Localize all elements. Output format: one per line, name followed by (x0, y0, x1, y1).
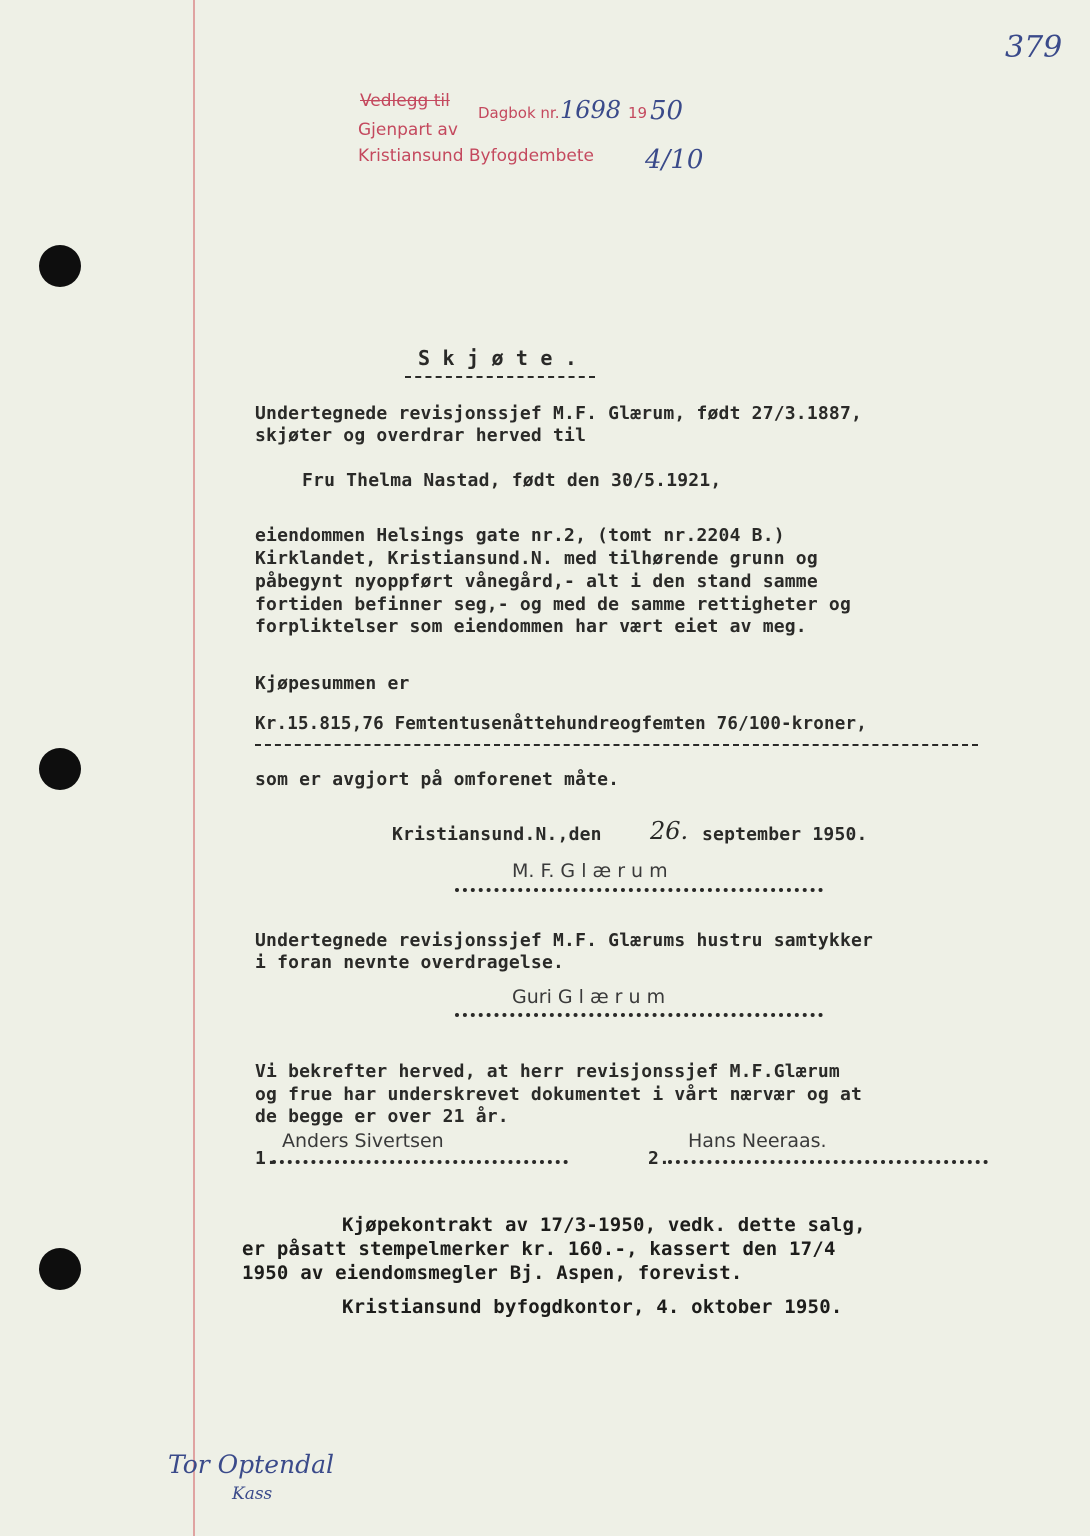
intro-line-1: Undertegnede revisjonssjef M.F. Glærum, født 27/3.1887, (255, 403, 863, 424)
place-date-day: 26. (650, 817, 689, 845)
witness-statement-line: Vi bekrefter herved, at herr revisjonssjef M.F.Glærum (255, 1061, 840, 1082)
title-underline (405, 376, 595, 378)
page-number: 379 (1005, 30, 1063, 65)
seller-signature-line (455, 888, 823, 892)
witness-1-number: 1. (255, 1148, 278, 1169)
endorsement-line: er påsatt stempelmerker kr. 160.-, kassert den 17/4 (242, 1238, 836, 1260)
bottom-handwritten-kass: Kass (232, 1484, 273, 1504)
witness-2-line (668, 1160, 988, 1164)
stamp-dagbok-number: 1698 (560, 96, 622, 124)
endorsement-line: 1950 av eiendomsmegler Bj. Aspen, forevist. (242, 1262, 743, 1284)
stamp-year-hand: 50 (650, 96, 684, 126)
wife-signature-line (455, 1013, 823, 1017)
buyer-line: Fru Thelma Nastad, født den 30/5.1921, (302, 470, 722, 491)
red-margin-line (193, 0, 195, 1536)
witness-2-signature: Hans Neeraas. (688, 1130, 827, 1152)
punch-hole-middle (39, 748, 81, 790)
endorsement-office-line: Kristiansund byfogdkontor, 4. oktober 1950. (342, 1296, 843, 1318)
punch-hole-top (39, 245, 81, 287)
property-line: Kirklandet, Kristiansund.N. med tilhørende grunn og (255, 548, 818, 569)
witness-statement-line: de begge er over 21 år. (255, 1106, 509, 1127)
bottom-handwritten-name: Tor Optendal (168, 1450, 335, 1479)
place-date-prefix: Kristiansund.N.,den (392, 824, 602, 845)
endorsement-line: Kjøpekontrakt av 17/3-1950, vedk. dette salg, (342, 1214, 866, 1236)
wife-signature: Guri G l æ r u m (512, 986, 666, 1008)
settled-line: som er avgjort på omforenet måte. (255, 769, 620, 790)
document-title: S k j ø t e . (418, 346, 578, 370)
price-label: Kjøpesummen er (255, 673, 410, 694)
stamp-dagbok-label: Dagbok nr. (478, 104, 560, 122)
intro-line-2: skjøter og overdrar herved til (255, 425, 587, 446)
witness-statement-line: og frue har underskrevet dokumentet i vårt nærvær og at (255, 1084, 863, 1105)
property-line: forpliktelser som eiendommen har vært eiet av meg. (255, 616, 807, 637)
stamp-year-printed: 19 (628, 104, 648, 122)
stamp-office: Kristiansund Byfogdembete (358, 146, 594, 166)
property-line: påbegynt nyoppført vånegård,- alt i den stand samme (255, 571, 818, 592)
place-date-suffix: september 1950. (702, 824, 868, 845)
witness-1-signature: Anders Sivertsen (282, 1130, 444, 1152)
property-line: eiendommen Helsings gate nr.2, (tomt nr.2204 B.) (255, 525, 785, 546)
consent-line-1: Undertegnede revisjonssjef M.F. Glærums hustru samtykker (255, 930, 874, 951)
stamp-gjenpart: Gjenpart av (358, 120, 458, 140)
punch-hole-bottom (39, 1248, 81, 1290)
witness-2-number: 2. (648, 1148, 671, 1169)
stamp-hand-date: 4/10 (645, 145, 704, 175)
property-line: fortiden befinner seg,- og med de samme rettigheter og (255, 594, 851, 615)
seller-signature: M. F. G l æ r u m (512, 860, 668, 882)
witness-1-line (272, 1160, 568, 1164)
stamp-vedlegg-struck: Vedlegg til (360, 91, 450, 111)
consent-line-2: i foran nevnte overdragelse. (255, 952, 565, 973)
price-line: Kr.15.815,76 Femtentusenåttehundreogfemten 76/100-kroner, (255, 714, 867, 734)
price-underline (255, 744, 978, 746)
